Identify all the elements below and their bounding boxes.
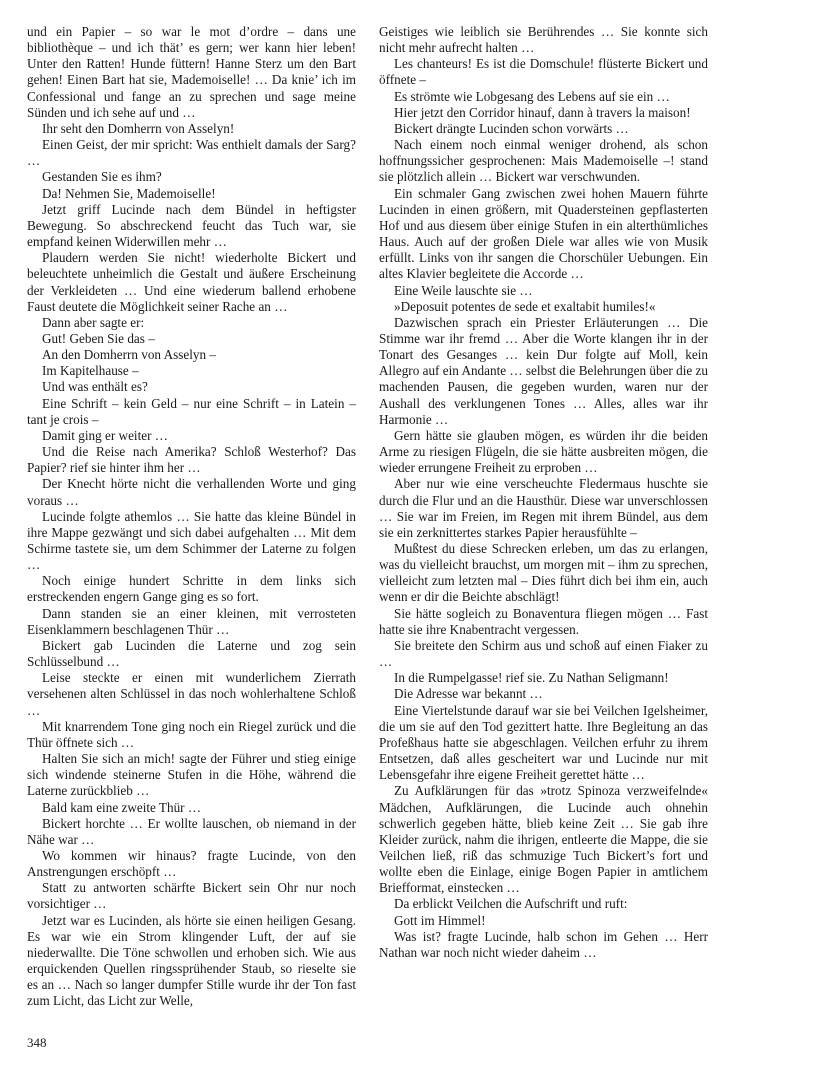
paragraph: Gestanden Sie es ihm? xyxy=(42,169,162,185)
paragraph: Hier jetzt den Corridor hinauf, dann à travers la maison! xyxy=(394,104,691,120)
paragraph: An den Domherrn von Asselyn – xyxy=(42,347,216,363)
paragraph: Und was enthält es? xyxy=(42,379,148,395)
paragraph: In die Rumpelgasse! rief sie. Zu Nathan Seligmann! xyxy=(394,670,669,686)
paragraph: »Deposuit potentes de sede et exaltabit humiles!« xyxy=(394,298,656,314)
paragraph: Noch einige hundert Schritte in dem links sich erstreckenden engern Gange ging es so fort. xyxy=(27,573,356,605)
paragraph: Bickert drängte Lucinden schon vorwärts … xyxy=(394,120,629,136)
paragraph: Dann standen sie an einer kleinen, mit verrosteten Eisenklammern beschlagenen Thür … xyxy=(27,605,356,637)
paragraph: Da! Nehmen Sie, Mademoiselle! xyxy=(42,185,216,201)
paragraph: Bickert gab Lucinden die Laterne und zog sein Schlüsselbund … xyxy=(27,637,356,670)
paragraph: Gern hätte sie glauben mögen, es würden ihr die beiden Arme zu riesigen Flügeln, die sie hätte ausbreiten mögen, die wieder errungene Freiheit zu erproben … xyxy=(379,427,708,476)
paragraph: Leise steckte er einen mit wunderlichem Zierrath versehenen alten Schlüssel in das noch wohlerhaltene Schloß … xyxy=(27,670,356,718)
paragraph: Gut! Geben Sie das – xyxy=(42,330,155,346)
paragraph: Und die Reise nach Amerika? Schloß Westerhof? Das Papier? rief sie hinter ihm her … xyxy=(27,444,356,476)
paragraph: Wo kommen wir hinaus? fragte Lucinde, von den Anstrengungen erschöpft … xyxy=(27,847,356,880)
paragraph: Mußtest du diese Schrecken erleben, um das zu erlangen, was du vielleicht brauchst, um morgen mit – ihm zu sprechen, vielleicht zum letzten mal – Dies führt dich bei ihm ein, auch wenn er dir die Beichte abschlägt! xyxy=(379,541,708,605)
paragraph: Der Knecht hörte nicht die verhallenden Worte und ging voraus … xyxy=(27,476,356,508)
paragraph: Einen Geist, der mir spricht: Was enthielt damals der Sarg? … xyxy=(27,137,356,169)
paragraph: Jetzt war es Lucinden, als hörte sie einen heiligen Gesang. Es war wie ein Strom klingender Luft, der auf sie niederwallte. Die Töne schwollen und erhoben sich. Wie aus erquickenden Quellen ringssprühender Staub, so rieselte sie es an … Nach so langer dumpfer Stille wurde ihr der Ton fast zum Licht, das Licht zur Welle, xyxy=(27,912,356,1009)
paragraph: Bald kam eine zweite Thür … xyxy=(42,799,202,815)
paragraph: Was ist? fragte Lucinde, halb schon im Gehen … Herr Nathan war noch nicht wieder daheim … xyxy=(379,928,708,960)
paragraph: Aber nur wie eine verscheuchte Fledermaus huschte sie durch die Flur und an die Hausthür. Diese war unverschlossen … Sie war im Freien, im Regen mit ihrem Bündel, aus dem sie ein zerknittertes starkes Papier herausfühlte – xyxy=(379,476,708,540)
paragraph: Gott im Himmel! xyxy=(394,912,486,928)
paragraph: Im Kapitelhause – xyxy=(42,363,139,379)
paragraph: Sie hätte sogleich zu Bonaventura fliegen mögen … Fast hatte sie ihre Knabentracht vergessen. xyxy=(379,605,708,637)
paragraph: Bickert horchte … Er wollte lauschen, ob niemand in der Nähe war … xyxy=(27,815,356,847)
paragraph: und ein Papier – so war le mot d’ordre – dans une bibliothèque – und ich thät’ es gern; wer kann hier leben! Unter den Ratten! Hunde füttern! Hanne Sterz um den Bart gehen! Einen Bart hat sie, Mademoiselle! … Da knie’ ich im Confessional und fange an zu sprechen und sage meine Sünden und ich sehe auf und … xyxy=(27,24,356,120)
paragraph: Ein schmaler Gang zwischen zwei hohen Mauern führte Lucinden in einen größern, mit Quadersteinen gepflasterten Hof und aus diesem über einige Stufen in ein alterthümliches Haus. Auch auf der großen Diele war alles wie von Musik erfüllt. Links von ihr sangen die Chorschüler Uebungen. Ein altes Klavier begleitete die Accorde … xyxy=(379,185,708,282)
paragraph: Nach einem noch einmal weniger drohend, als schon hoffnungssicher gesprochenen: Mais Mademoiselle –! stand sie plötzlich allein … Bickert war verschwunden. xyxy=(379,137,708,185)
paragraph: Mit knarrendem Tone ging noch ein Riegel zurück und die Thür öffnete sich … xyxy=(27,718,356,750)
page-number: 348 xyxy=(27,1035,47,1050)
paragraph: Statt zu antworten schärfte Bickert sein Ohr nur noch vorsichtiger … xyxy=(27,880,356,912)
paragraph: Eine Schrift – kein Geld – nur eine Schrift – in Latein – tant je crois – xyxy=(27,395,356,427)
paragraph: Lucinde folgte athemlos … Sie hatte das kleine Bündel in ihre Mappe gezwängt und sich dabei aufgehalten … Mit dem Schirme tastete sie, um dem Schimmer der Laterne zu folgen … xyxy=(27,508,356,573)
paragraph: Ihr seht den Domherrn von Asselyn! xyxy=(42,120,235,136)
paragraph: Damit ging er weiter … xyxy=(42,427,168,443)
paragraph: Les chanteurs! Es ist die Domschule! flüsterte Bickert und öffnete – xyxy=(379,56,708,88)
paragraph: Geistiges wie leiblich sie Berührendes … Sie konnte sich nicht mehr aufrecht halten … xyxy=(379,24,708,56)
paragraph: Plaudern werden Sie nicht! wiederholte Bickert und beleuchtete unheimlich die Gestalt und äußere Erscheinung der Verkleideten … Und eine wiederum ballend erhobene Faust deutete die Möglichkeit seiner Rache an … xyxy=(27,250,356,314)
right-text-column xyxy=(379,24,708,961)
paragraph: Es strömte wie Lobgesang des Lebens auf sie ein … xyxy=(394,88,670,104)
paragraph: Zu Aufklärungen für das »trotz Spinoza verzweifelnde« Mädchen, Aufklärungen, die Lucinde auch ohnehin schwerlich gegeben hätte, blieb keine Zeit … Sie gab ihre Kleider zurück, nahm die ihrigen, entleerte die Mappe, die sie Veilchen ließ, riß das schmuzige Tuch Bickert’s fort und wollte eben die Einlage, einige Bogen Papier in amtlichem Briefformat, einstecken … xyxy=(379,783,708,896)
paragraph: Die Adresse war bekannt … xyxy=(394,686,543,702)
paragraph: Sie breitete den Schirm aus und schoß auf einen Fiaker zu … xyxy=(379,637,708,670)
paragraph: Jetzt griff Lucinde nach dem Bündel in heftigster Bewegung. So abschreckend feucht das Tuch war, sie empfand keinen Widerwillen mehr … xyxy=(27,201,356,250)
left-text-column xyxy=(27,24,356,1010)
paragraph: Eine Weile lauschte sie … xyxy=(394,282,533,298)
paragraph: Da erblickt Veilchen die Aufschrift und ruft: xyxy=(394,896,628,912)
paragraph: Dann aber sagte er: xyxy=(42,314,145,330)
paragraph: Halten Sie sich an mich! sagte der Führer und stieg einige sich windende steinerne Stufen in die Höhe, während die Laterne zurückblieb … xyxy=(27,751,356,799)
paragraph: Eine Viertelstunde darauf war sie bei Veilchen Igelsheimer, die um sie auf den Tod gezittert hatte. Ihre Begleitung an das Profeßhaus hatte sie abgeschlagen. Veilchen erfuhr zu ihrem Entsetzen, daß alles gescheitert war und Lucinde nur mit Lebensgefahr ihre eigene Freiheit gerettet hätte … xyxy=(379,702,708,783)
paragraph: Dazwischen sprach ein Priester Erläuterungen … Die Stimme war ihr fremd … Aber die Worte klangen ihr in der Tonart des Gesanges … kein Dur folgte auf Moll, kein Allegro auf ein Andante … selbst die Belehrungen über die zu machenden Pausen, die gegeben wurden, waren nur der Aushall des verklungenen Tones … Alles, alles war ihr Harmonie … xyxy=(379,314,708,427)
